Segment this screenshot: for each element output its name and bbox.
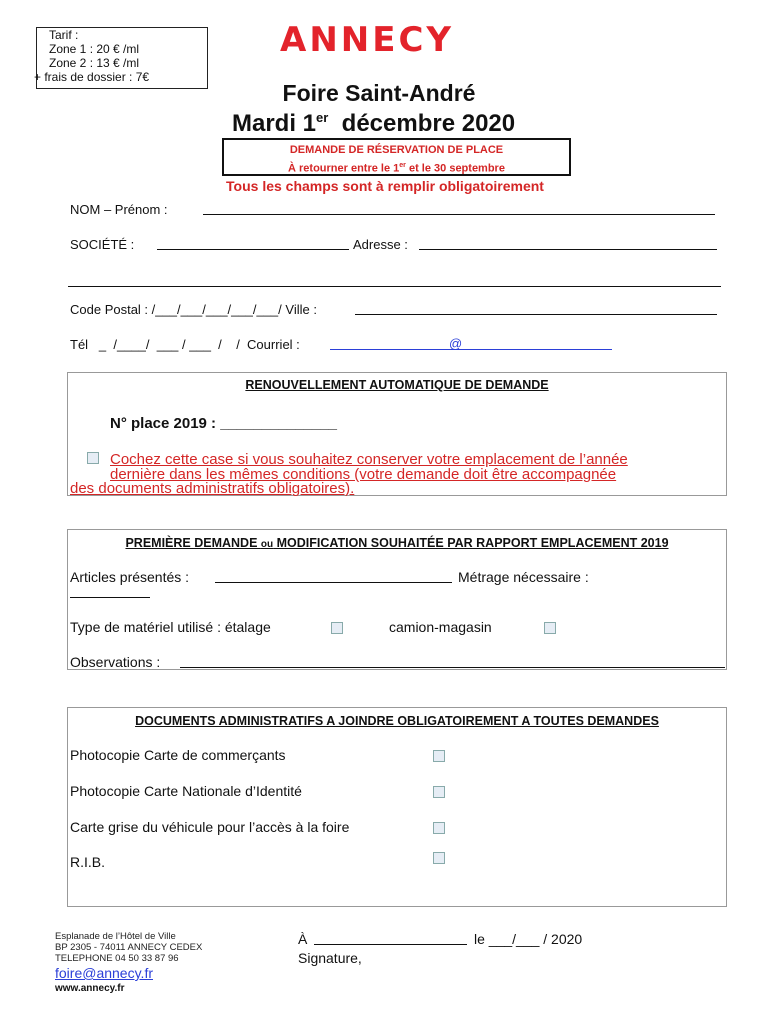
footer-phone: TELEPHONE 04 50 33 87 96 [55,953,179,964]
materiel-label: Type de matériel utilisé : étalage [70,619,271,635]
nom-label: NOM – Prénom : [70,202,168,217]
renouvellement-title: RENOUVELLEMENT AUTOMATIQUE DE DEMANDE [245,378,549,392]
footer-website[interactable]: www.annecy.fr [55,983,125,994]
etalage-checkbox[interactable] [331,622,343,634]
event-title: Foire Saint-André [282,80,476,106]
doc-checkbox-carte-commercants[interactable] [433,750,445,762]
societe-field[interactable] [157,238,349,250]
premiere-demande-title: PREMIÈRE DEMANDE ou MODIFICATION SOUHAITÉE PAR RAPPORT EMPLACEMENT 2019 [125,536,669,550]
doc-checkbox-carte-grise[interactable] [433,822,445,834]
annecy-logo: ANNECY [280,20,455,60]
reservation-box [222,138,571,176]
premiere-demande-section [67,529,727,670]
documents-section [67,707,727,907]
footer-address [55,931,202,964]
signature-label: Signature, [298,950,362,966]
reservation-deadline: À retourner entre le 1er et le 30 septembre [288,162,505,175]
place-2019-label: N° place 2019 : ______________ [110,415,338,432]
date-field[interactable]: le ___/___ / 2020 [474,931,583,947]
courriel-field[interactable] [330,338,612,350]
doc-checkbox-rib[interactable] [433,852,445,864]
doc-item-rib: R.I.B. [70,854,106,870]
doc-item-carte-commercants: Photocopie Carte de commerçants [70,747,286,763]
observations-label: Observations : [70,654,161,670]
place-label: À [298,931,308,947]
place-field[interactable] [314,932,467,945]
required-notice: Tous les champs sont à remplir obligatoirement [226,178,544,194]
footer-address-1: Esplanade de l’Hôtel de Ville [55,931,176,942]
articles-label: Articles présentés : [70,569,190,585]
tarif-zone1: Zone 1 : 20 € /ml [49,42,140,56]
adresse-label: Adresse : [353,237,408,252]
tel-label: Tél _ /____/ ___ / ___ / / Courriel : [70,337,300,352]
documents-title: DOCUMENTS ADMINISTRATIFS A JOINDRE OBLIGATOIREMENT A TOUTES DEMANDES [135,714,659,728]
doc-item-carte-identite: Photocopie Carte Nationale d’Identité [70,783,302,799]
nom-field[interactable] [203,203,715,215]
metrage-field[interactable] [70,585,150,598]
renouvellement-text-3: des documents administratifs obligatoires). [70,480,355,497]
ville-field[interactable] [355,303,717,315]
tarif-frais: + frais de dossier : 7€ [34,70,150,84]
event-date: Mardi 1er décembre 2020 [232,110,516,137]
tarif-zone2: Zone 2 : 13 € /ml [49,56,140,70]
doc-item-carte-grise: Carte grise du véhicule pour l’accès à la foire [70,819,350,835]
camion-checkbox[interactable] [544,622,556,634]
footer-email-link[interactable]: foire@annecy.fr [55,965,153,981]
renouvellement-checkbox[interactable] [87,452,99,464]
observations-field[interactable] [180,655,725,668]
articles-field[interactable] [215,570,452,583]
adresse-field-line2[interactable] [68,275,721,287]
metrage-label: Métrage nécessaire : [458,569,589,585]
renouvellement-text-1: Cochez cette case si vous souhaitez conserver votre emplacement de l’année [110,451,628,468]
reservation-title: DEMANDE DE RÉSERVATION DE PLACE [289,144,504,156]
courriel-at: @ [449,336,463,351]
code-postal-label: Code Postal : /___/___/___/___/___/ Ville : [70,302,317,317]
tarif-title: Tarif : [49,28,79,42]
camion-label: camion-magasin [389,619,492,635]
doc-checkbox-carte-identite[interactable] [433,786,445,798]
societe-label: SOCIÉTÉ : [70,237,135,252]
footer-address-2: BP 2305 - 74011 ANNECY CEDEX [55,942,203,953]
adresse-field[interactable] [419,238,717,250]
renouvellement-text-2: dernière dans les mêmes conditions (votre demande doit être accompagnée [110,466,617,483]
